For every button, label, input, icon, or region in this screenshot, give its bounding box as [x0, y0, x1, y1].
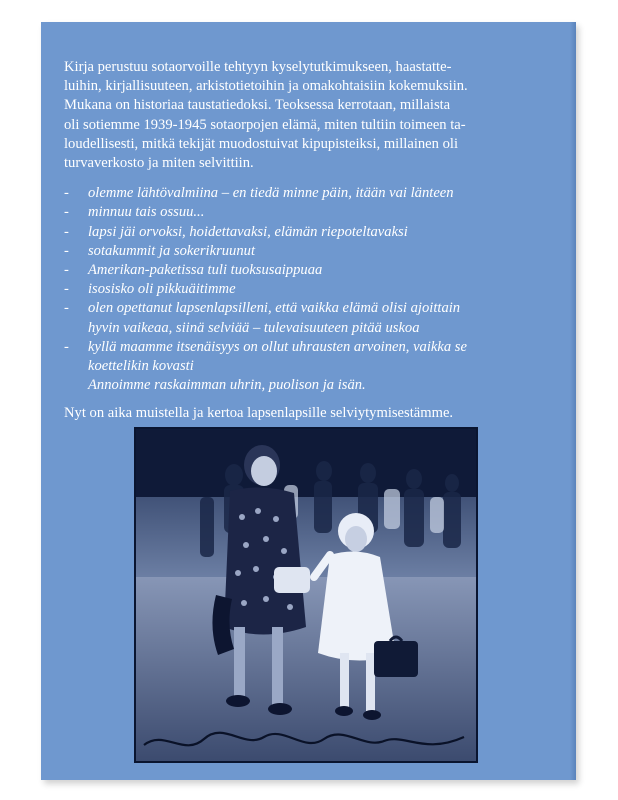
- building-shadow: [134, 427, 478, 497]
- closing-sentence: Nyt on aika muistella ja kertoa lapsenlapsille selviytymisestämme.: [64, 405, 454, 422]
- quote-dash: -: [64, 185, 69, 202]
- quote-dash: -: [64, 300, 69, 317]
- quote-dash: -: [64, 242, 69, 259]
- street: [134, 577, 478, 763]
- blurb-text: [64, 58, 554, 424]
- handbag: [274, 567, 310, 593]
- historical-photo: [134, 427, 478, 763]
- cover-spine-edge: [570, 22, 576, 780]
- quote-item: [64, 261, 554, 280]
- intro-line: loudellisesti, mitkä tekijät muodostuivat kipupisteiksi, millainen oli: [64, 135, 458, 152]
- quote-dash: -: [64, 262, 69, 279]
- quote-dash: -: [64, 338, 69, 355]
- quote-line: sotakummit ja sokerikruunut: [88, 242, 256, 259]
- quote-line: kyllä maamme itsenäisyys on ollut uhrausten arvoinen, vaikka se: [88, 338, 467, 355]
- quote-item: [64, 242, 554, 261]
- suitcase: [374, 641, 418, 677]
- intro-line: Mukana on historiaa taustatiedoksi. Teoksessa kerrotaan, millaista: [64, 97, 451, 114]
- quote-line: minnuu tais ossuu...: [88, 204, 205, 221]
- quote-dash: -: [64, 223, 69, 240]
- quote-item: [64, 184, 554, 203]
- intro-line: oli sotiemme 1939-1945 sotaorpojen elämä, miten tultiin toimeen ta-: [64, 116, 466, 133]
- intro-line: Kirja perustuu sotaorvoille tehtyyn kyselytutkimukseen, haastatte-: [64, 59, 452, 75]
- quote-item: [64, 299, 554, 337]
- intro-paragraph: [64, 58, 554, 173]
- quote-line: lapsi jäi orvoksi, hoidettavaksi, elämän riepoteltavaksi: [88, 223, 408, 240]
- quote-dash: -: [64, 204, 69, 221]
- quote-item: [64, 280, 554, 299]
- quote-line: hyvin vaikeaa, siinä selviää – tulevaisuuteen pitää uskoa: [88, 319, 420, 336]
- quote-line: isosisko oli pikkuäitimme: [88, 281, 236, 298]
- quote-item: [64, 338, 554, 376]
- quote-dash: -: [64, 281, 69, 298]
- quote-line: Amerikan-paketissa tuli tuoksusaippuaa: [88, 262, 323, 279]
- intro-line: luihin, kirjallisuuteen, arkistotietoihin ja omakohtaisiin kokemuksiin.: [64, 78, 468, 95]
- quote-item: [64, 203, 554, 222]
- quote-line: koettelikin kovasti: [88, 358, 194, 375]
- quote-line: olen opettanut lapsenlapsilleni, että vaikka elämä olisi ajoittain: [88, 300, 461, 317]
- book-back-cover: [41, 22, 576, 780]
- intro-line: turvaverkosto ja miten selvittiin.: [64, 155, 254, 172]
- quote-line: olemme lähtövalmiina – en tiedä minne päin, itään vai länteen: [88, 185, 454, 202]
- quote-list: [64, 184, 554, 395]
- quote-item: [64, 223, 554, 242]
- quote-continuation: Annoimme raskaimman uhrin, puolison ja isän.: [88, 377, 366, 394]
- photo-illustration: [134, 427, 478, 763]
